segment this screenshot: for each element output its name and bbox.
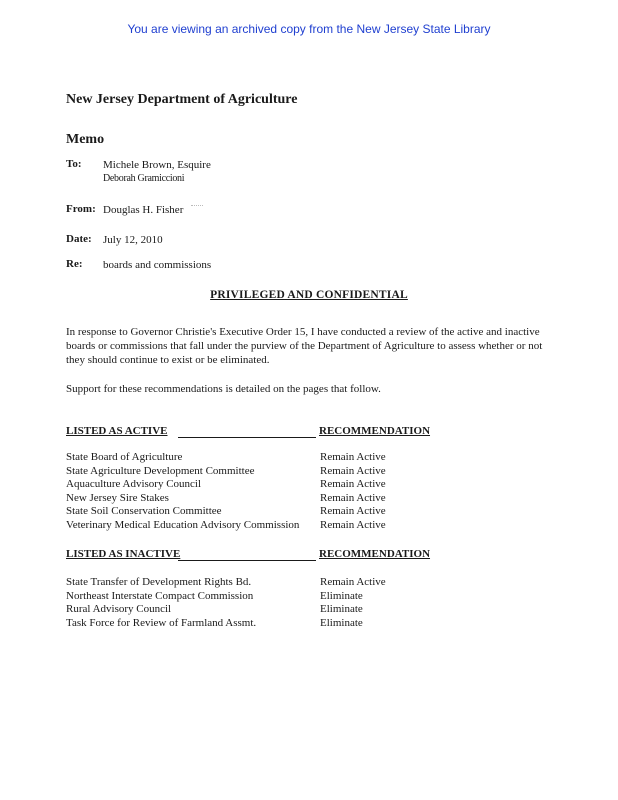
privileged-heading: PRIVILEGED AND CONFIDENTIAL (210, 289, 408, 301)
to-label: To: (66, 158, 82, 170)
from-label: From: (66, 203, 96, 215)
re-label: Re: (66, 258, 83, 270)
list-item: Task Force for Review of Farmland Assmt. Eliminate (66, 616, 363, 629)
re-value: boards and commissions (103, 259, 212, 271)
list-item: Veterinary Medical Education Advisory Commission Remain Active (66, 518, 386, 531)
list-item: State Agriculture Development Committee Remain Active (66, 464, 386, 477)
list-item: Northeast Interstate Compact Commission Eliminate (66, 589, 363, 602)
archive-banner: You are viewing an archived copy from the New Jersey State Library (127, 22, 491, 36)
active-recommendation-heading: RECOMMENDATION (319, 425, 431, 437)
inactive-list (66, 576, 442, 630)
active-section-header (66, 425, 442, 439)
inactive-heading: LISTED AS INACTIVE (66, 548, 181, 560)
active-heading: LISTED AS ACTIVE (66, 425, 168, 437)
initials-mark-icon (191, 205, 203, 212)
heading-rule (178, 437, 316, 438)
to-recipient-2: Deborah Gramiccioni (103, 173, 185, 184)
intro-paragraph: In response to Governor Christie's Executive Order 15, I have conducted a review of the active and inactive boards or commissions that fall under the purview of the Department of Agriculture to assess whether or not they should continue to exist or be eliminated. (66, 326, 543, 366)
support-paragraph: Support for these recommendations is detailed on the pages that follow. (66, 383, 381, 395)
list-item: New Jersey Sire Stakes Remain Active (66, 491, 386, 504)
list-item: Rural Advisory Council Eliminate (66, 603, 363, 615)
list-item: Aquaculture Advisory Council Remain Active (66, 478, 386, 490)
inactive-section-header (66, 548, 442, 562)
list-item: State Soil Conservation Committee Remain Active (66, 505, 386, 517)
active-list (66, 451, 442, 532)
to-recipient-1: Michele Brown, Esquire (103, 159, 211, 171)
from-field (103, 203, 203, 217)
memo-title: Memo (66, 132, 105, 147)
date-label: Date: (66, 233, 92, 245)
department-title: New Jersey Department of Agriculture (66, 92, 298, 107)
to-recipients (103, 158, 211, 186)
date-value: July 12, 2010 (103, 234, 163, 246)
from-value: Douglas H. Fisher (103, 204, 184, 216)
inactive-recommendation-heading: RECOMMENDATION (319, 548, 431, 560)
list-item: State Board of Agriculture Remain Active (66, 451, 386, 463)
heading-rule (178, 560, 316, 561)
list-item: State Transfer of Development Rights Bd. Remain Active (66, 576, 386, 588)
